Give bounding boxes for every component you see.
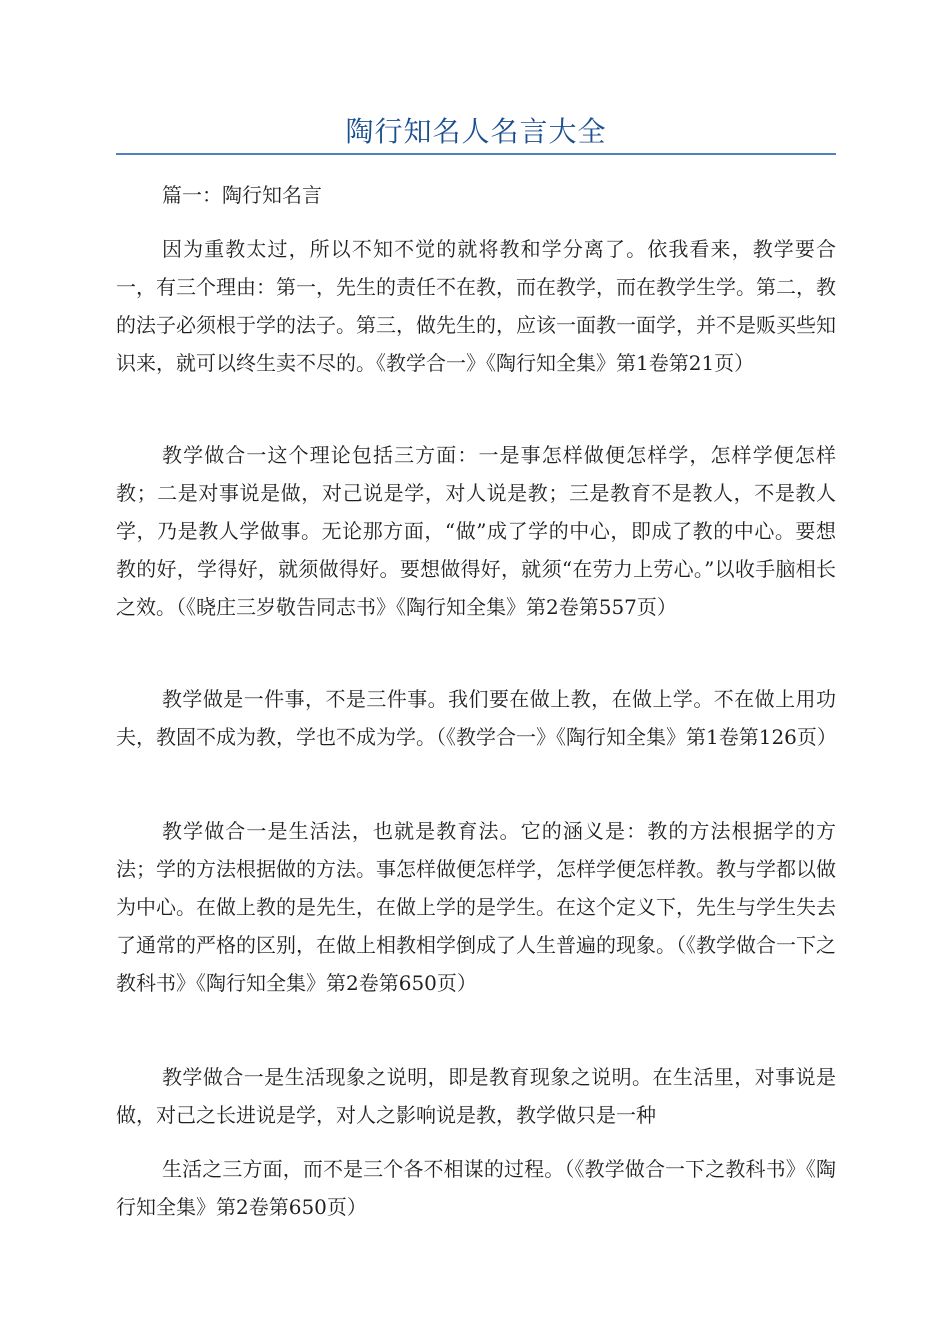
paragraph: 生活之三方面，而不是三个各不相谋的过程。（《教学做合一下之教科书》《陶行知全集》第2卷第650页） <box>116 1157 836 1219</box>
title-underline <box>116 153 836 155</box>
section-heading: 篇一：陶行知名言 <box>162 183 322 207</box>
paragraph: 教学做合一是生活法，也就是教育法。它的涵义是：教的方法根据学的方法；学的方法根据做的方法。事怎样做便怎样学，怎样学便怎样教。教与学都以做为中心。在做上教的是先生，在做上学的是学生。在这个定义下，先生与学生失去了通常的严格的区别，在做上相教相学倒成了人生普遍的现象。（《教学做合一下之教科书》《陶行知全集》第2卷第650页） <box>116 819 836 995</box>
document-title: 陶行知名人名言大全 <box>345 115 607 148</box>
paragraph: 教学做合一这个理论包括三方面：一是事怎样做便怎样学，怎样学便怎样教；二是对事说是做，对己说是学，对人说是教；三是教育不是教人，不是教人学，乃是教人学做事。无论那方面，“做”成了学的中心，即成了教的中心。要想教的好，学得好，就须做得好。要想做得好，就须“在劳力上劳心。”以收手脑相长之效。（《晓庄三岁敬告同志书》《陶行知全集》第2卷第557页） <box>116 443 836 619</box>
paragraph: 教学做合一是生活现象之说明，即是教育现象之说明。在生活里，对事说是做，对己之长进说是学，对人之影响说是教，教学做只是一种 <box>116 1065 836 1127</box>
paragraph: 因为重教太过，所以不知不觉的就将教和学分离了。依我看来，教学要合一，有三个理由：第一，先生的责任不在教，而在教学，而在教学生学。第二，教的法子必须根于学的法子。第三，做先生的，应该一面教一面学，并不是贩买些知识来，就可以终生卖不尽的。《教学合一》《陶行知全集》第1卷第21页） <box>116 237 836 375</box>
paragraph: 教学做是一件事，不是三件事。我们要在做上教，在做上学。不在做上用功夫，教固不成为教，学也不成为学。（《教学合一》《陶行知全集》第1卷第126页） <box>116 687 837 749</box>
